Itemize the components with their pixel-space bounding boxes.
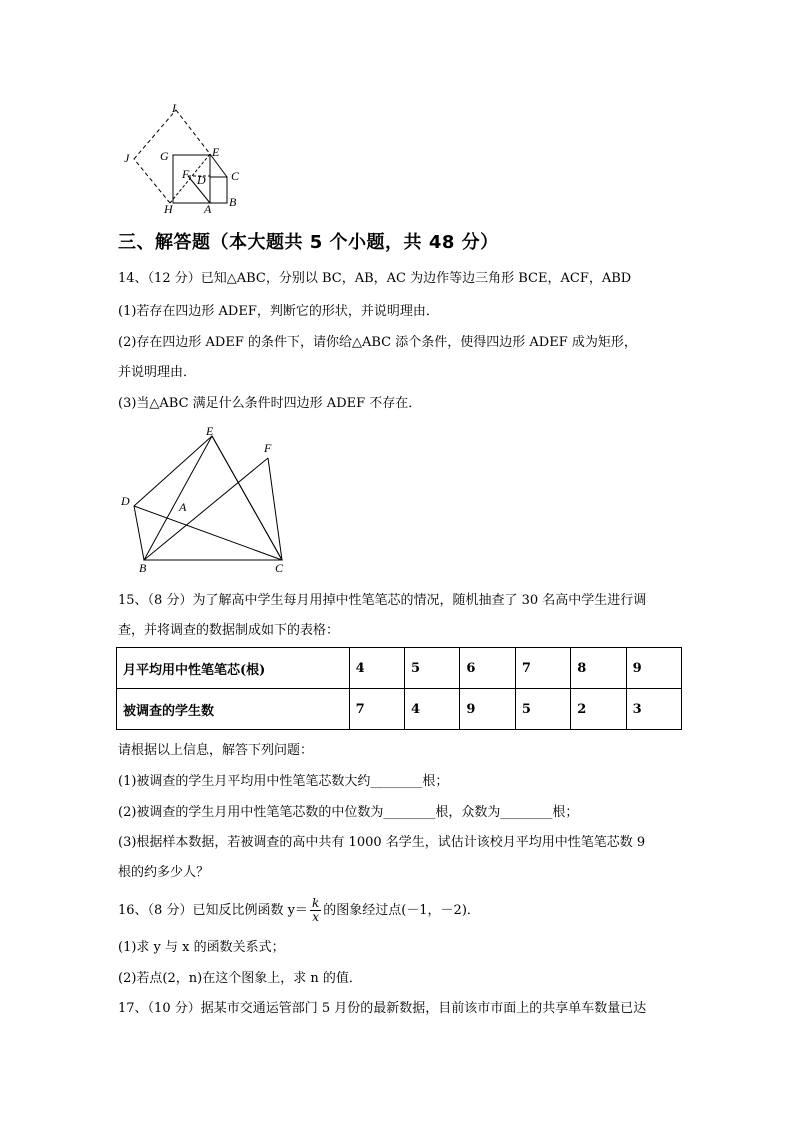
q15-stem: 15、（8 分）为了解高中学生每月用掉中性笔笔芯的情况，随机抽查了 30 名高中学生进行调	[118, 593, 647, 608]
table-row	[117, 689, 682, 730]
q17-stem: 17、（10 分）据某市交通运管部门 5 月份的最新数据，目前该市市面上的共享单车数量已达	[118, 1001, 647, 1016]
q15-part3-cont: 根的约多少人？	[118, 865, 210, 880]
figure-squares	[118, 96, 258, 221]
table-cell: 7	[515, 648, 570, 689]
fig1-label-D: D	[197, 173, 206, 187]
table-row	[117, 648, 682, 689]
fig1-label-I: I	[172, 101, 176, 115]
q16-stem-pre: 16、（8 分）已知反比例函数 y＝	[118, 903, 308, 918]
q16-stem-post: 的图象经过点(－1，－2)．	[323, 903, 480, 918]
figure-triangles	[118, 425, 298, 575]
q16-part1: (1)求 y 与 x 的函数关系式；	[118, 940, 285, 955]
q15-intro: 请根据以上信息，解答下列问题：	[118, 743, 314, 758]
table-cell: 6	[460, 648, 515, 689]
table-row-header: 月平均用中性笔笔芯(根)	[117, 648, 350, 689]
fig2-label-E: E	[206, 425, 214, 438]
fig2-label-A: A	[179, 500, 187, 514]
table-cell: 4	[405, 689, 460, 730]
fraction-denominator: x	[312, 910, 319, 924]
fig2-label-C: C	[275, 561, 284, 575]
table-cell: 8	[571, 648, 626, 689]
q15-part3: (3)根据样本数据，若被调查的高中共有 1000 名学生，试估计该校月平均用中性笔笔芯数 9	[118, 835, 646, 850]
fig1-label-J: J	[124, 151, 130, 165]
table-cell: 3	[626, 689, 681, 730]
fig1-label-B: B	[229, 195, 237, 209]
fraction-numerator: k	[311, 896, 320, 910]
table-cell: 7	[349, 689, 404, 730]
q14-part3: (3)当△ABC 满足什么条件时四边形 ADEF 不存在．	[118, 396, 422, 411]
table-cell: 9	[460, 689, 515, 730]
q16-part2: (2)若点(2，n)在这个图象上，求 n 的值．	[118, 971, 362, 986]
fig1-label-H: H	[164, 202, 173, 216]
fig1-label-A: A	[204, 202, 212, 216]
survey-table	[116, 647, 682, 730]
fig2-label-D: D	[121, 494, 130, 508]
table-row-header: 被调查的学生数	[117, 689, 350, 730]
q14-part1: (1)若存在四边形 ADEF，判断它的形状，并说明理由．	[118, 304, 439, 319]
q14-part2: (2)存在四边形 ADEF 的条件下，请你给△ABC 添个条件，使得四边形 ADEF 成为矩形，	[118, 335, 637, 350]
fig2-label-F: F	[264, 441, 272, 455]
table-cell: 5	[405, 648, 460, 689]
table-cell: 5	[515, 689, 570, 730]
q15-part2: (2)被调查的学生月用中性笔笔芯数的中位数为________根，众数为________根；	[118, 805, 579, 820]
fig2-label-B: B	[139, 561, 147, 575]
q16-stem	[118, 896, 480, 926]
section-title: 三、解答题（本大题共 5 个小题，共 48 分）	[118, 232, 499, 253]
fig1-label-F: F	[182, 167, 190, 181]
q15-stem-cont: 查，并将调查的数据制成如下的表格：	[118, 623, 340, 638]
table-cell: 9	[626, 648, 681, 689]
table-cell: 4	[349, 648, 404, 689]
q14-part2-cont: 并说明理由．	[118, 365, 197, 380]
q15-part1: (1)被调查的学生月平均用中性笔笔芯数大约________根；	[118, 774, 449, 789]
fig1-label-G: G	[160, 149, 169, 163]
fig1-label-C: C	[231, 169, 240, 183]
fig1-label-E: E	[212, 145, 220, 159]
q14-stem: 14、（12 分）已知△ABC，分别以 BC，AB，AC 为边作等边三角形 BCE，ACF，ABD	[118, 271, 632, 286]
fraction-k-over-x	[310, 897, 321, 924]
table-cell: 2	[571, 689, 626, 730]
